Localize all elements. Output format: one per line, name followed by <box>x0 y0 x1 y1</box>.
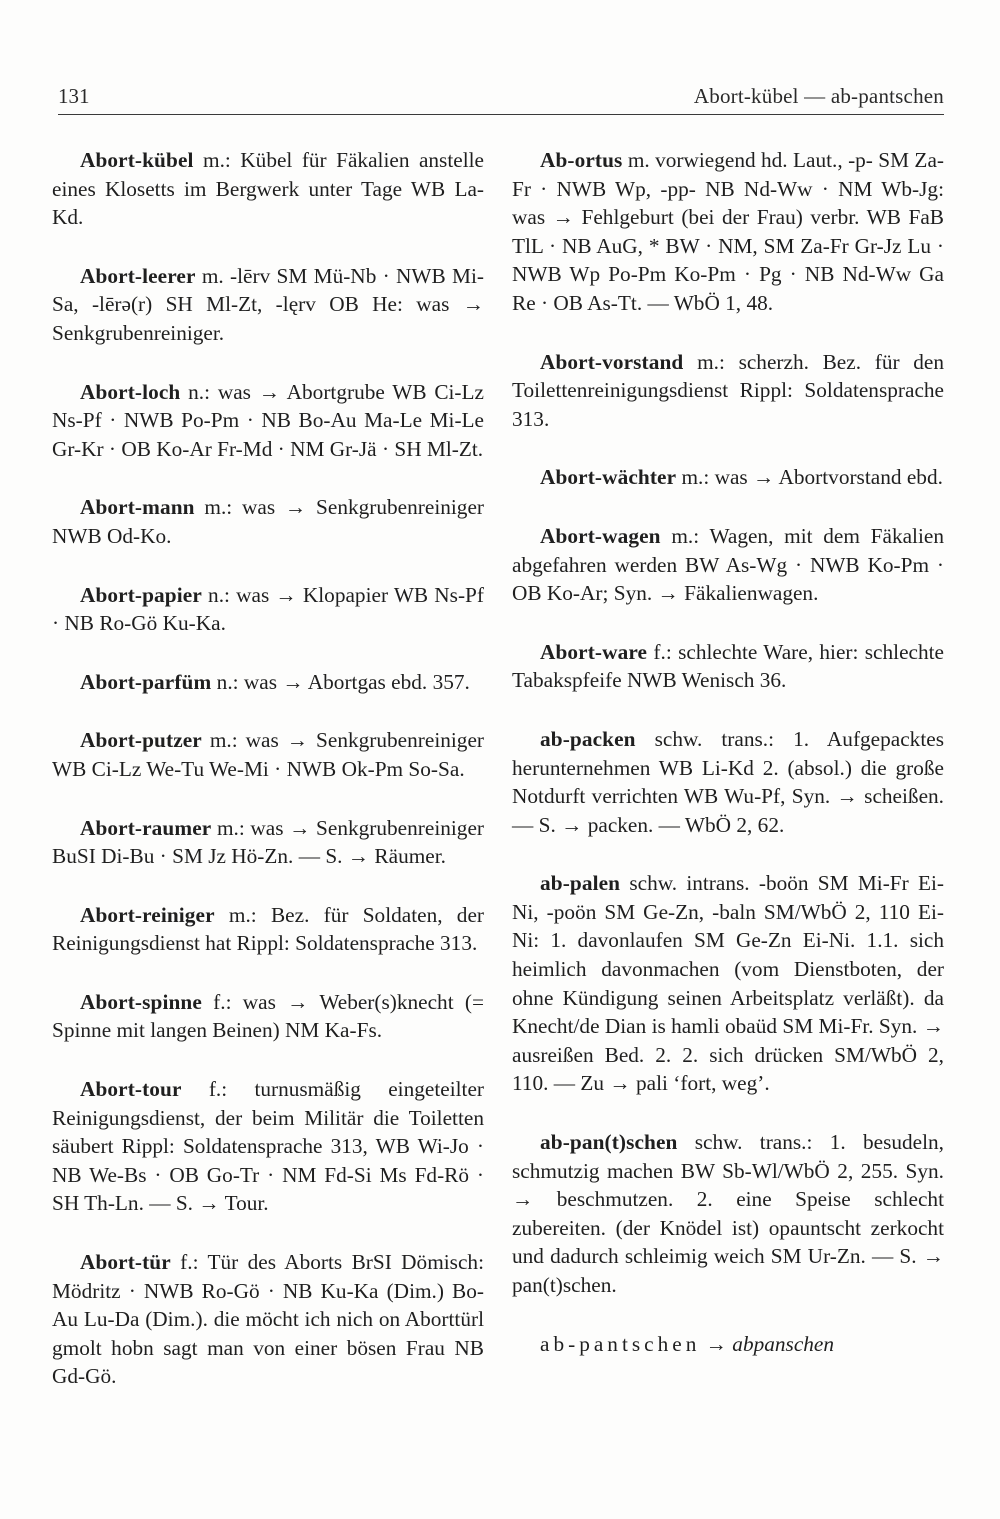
entry-text: schw. intrans. -boön SM Mi-Fr Ei-Ni, -poön SM Ge-Zn, -baln SM/WbÖ 2, 110 Ei-Ni: 1. davonlaufen SM Ge-Zn Ei-Ni. 1.1. sich heimlich davonmachen (vom Dienstboten, der ohne Kündigung seinen Arbeitsplatz verläßt). da Knecht/de Dian is hamli obaüd SM Mi-Fr. Syn. → ausreißen Bed. 2. 2. sich drücken SM/WbÖ 2, 110. — Zu → pali ‘fort, weg’. <box>512 871 944 1096</box>
entry-text: m. -lērv SM Mü-Nb · NWB Mi-Sa, -lērə(r) SH Ml-Zt, -lęrv OB He: was → Senkgrubenreiniger. <box>52 263 484 345</box>
headword: Abort-parfüm <box>80 669 212 694</box>
entry-text: m.: Kübel für Fäkalien anstelle eines Klosetts im Bergwerk unter Tage WB La-Kd. <box>52 148 484 230</box>
entry <box>52 668 484 697</box>
entry <box>52 1248 484 1391</box>
entry <box>512 1330 944 1359</box>
entry-text: f.: was → Weber(s)knecht (= Spinne mit langen Beinen) NM Ka-Fs. <box>52 989 484 1043</box>
entry <box>512 348 944 434</box>
entry-text: f.: Tür des Aborts BrSI Dömisch: Mödritz · NWB Ro-Gö · NB Ku-Ka (Dim.) Bo-Au Lu-Da (Dim.). die möcht ich nich on Aborttürl gmolt hobn sagt man von einer bösen Frau NB Gd-Gö. <box>52 1250 484 1389</box>
entry <box>52 146 484 232</box>
headword: ab-pan(t)schen <box>540 1130 678 1155</box>
entry <box>512 638 944 695</box>
entry-text: n.: was → Abortgrube WB Ci-Lz Ns-Pf · NWB Po-Pm · NB Bo-Au Ma-Le Mi-Le Gr-Kr · OB Ko-Ar Fr-Md · NM Gr-Jä · SH Ml-Zt. <box>52 379 484 461</box>
entry-text: m.: Wagen, mit dem Fäkalien abgefahren werden BW As-Wg · NWB Ko-Pm · OB Ko-Ar; Syn. → Fäkalienwagen. <box>512 523 944 606</box>
headword: Ab-ortus <box>540 148 623 172</box>
headword: ab-packen <box>540 726 636 751</box>
entry <box>52 901 484 958</box>
entry <box>512 463 944 492</box>
entry-text: m.: was → Senkgrubenreiniger WB Ci-Lz We-Tu We-Mi · NWB Ok-Pm So-Sa. <box>52 728 484 781</box>
headword: Abort-reiniger <box>80 902 215 927</box>
left-column <box>52 146 484 1421</box>
entry-text: m.: scherzh. Bez. für den Toilettenreinigungsdienst Rippl: Soldatensprache 313. <box>512 349 944 431</box>
entry <box>52 262 484 348</box>
entry-text: n.: was → Klopapier WB Ns-Pf · NB Ro-Gö Ku-Ka. <box>52 582 484 636</box>
entry-text: m.: was → Abortvorstand ebd. <box>676 465 943 490</box>
entry <box>52 814 484 871</box>
entry <box>52 1075 484 1218</box>
headword: Abort-spinne <box>80 989 202 1014</box>
entry <box>52 378 484 464</box>
entry-text: → abpanschen <box>700 1331 835 1356</box>
running-title: Abort-kübel — ab-pantschen <box>693 84 944 108</box>
headword: Abort-wächter <box>540 465 677 490</box>
headword: Abort-loch <box>80 379 181 404</box>
entry <box>52 493 484 550</box>
headword: Abort-putzer <box>80 728 202 753</box>
headword: Abort-kübel <box>80 148 194 172</box>
header-rule <box>58 114 944 115</box>
headword: Abort-tour <box>80 1077 182 1102</box>
entry-text: m.: was → Senkgrubenreiniger NWB Od-Ko. <box>52 495 484 548</box>
entry <box>512 146 944 318</box>
entry-text: schw. trans.: 1. besudeln, schmutzig machen BW Sb-Wl/WbÖ 2, 255. Syn. → beschmutzen. 2. eine Speise schlecht zubereiten. (der Knödel ist) opauntscht zerkocht und dadurch schleimig weich SM Ur-Zn. — S. → pan(t)schen. <box>512 1130 944 1297</box>
headword: Abort-raumer <box>80 815 212 840</box>
entry-text: schw. trans.: 1. Aufgepacktes herunternehmen WB Li-Kd 2. (absol.) die große Notdurft verrichten WB Wu-Pf, Syn. → scheißen. — S. → packen. — WbÖ 2, 62. <box>512 726 944 837</box>
page-number: 131 <box>58 84 90 108</box>
entry <box>52 988 484 1045</box>
entry-text: m. vorwiegend hd. Laut., -p- SM Za-Fr · NWB Wp, -pp- NB Nd-Ww · NM Wb-Jg: was → Fehlgeburt (bei der Frau) verbr. WB FaB TlL · NB AuG, * BW · NM, SM Za-Fr Gr-Jz Lu · NWB Wp Po-Pm Ko-Pm · Pg · NB Nd-Ww Ga Re · OB As-Tt. — WbÖ 1, 48. <box>512 148 944 315</box>
entry-text: f.: schlechte Ware, hier: schlechte Tabakspfeife NWB Wenisch 36. <box>512 639 944 693</box>
headword: Abort-wagen <box>540 523 661 548</box>
entry <box>512 869 944 1098</box>
headword: ab-palen <box>540 871 621 896</box>
entry-text: n.: was → Abortgas ebd. 357. <box>211 669 470 694</box>
entry <box>512 522 944 608</box>
entry <box>512 725 944 839</box>
headword: Abort-tür <box>80 1250 171 1275</box>
entry-text: m.: was → Senkgrubenreiniger BuSI Di-Bu · SM Jz Hö-Zn. — S. → Räumer. <box>52 815 484 869</box>
entry <box>512 1128 944 1300</box>
headword: Abort-vorstand <box>540 349 684 374</box>
page-header <box>58 84 944 114</box>
entry <box>52 726 484 783</box>
headword: Abort-papier <box>80 582 202 607</box>
headword: Abort-leerer <box>80 263 196 288</box>
entry <box>52 581 484 638</box>
entry-text: m.: Bez. für Soldaten, der Reinigungsdienst hat Rippl: Soldatensprache 313. <box>52 902 484 956</box>
headword: ab-pantschen <box>540 1331 701 1356</box>
entry-text: f.: turnusmäßig eingeteilter Reinigungsdienst, der beim Militär die Toiletten säubert Rippl: Soldatensprache 313, WB Wi-Jo · NB We-Bs · OB Go-Tr · NM Fd-Si Ms Fd-Rö · SH Th-Ln. — S. → Tour. <box>52 1077 484 1216</box>
right-column <box>512 146 944 1388</box>
headword: Abort-mann <box>80 495 195 520</box>
headword: Abort-ware <box>540 639 648 664</box>
